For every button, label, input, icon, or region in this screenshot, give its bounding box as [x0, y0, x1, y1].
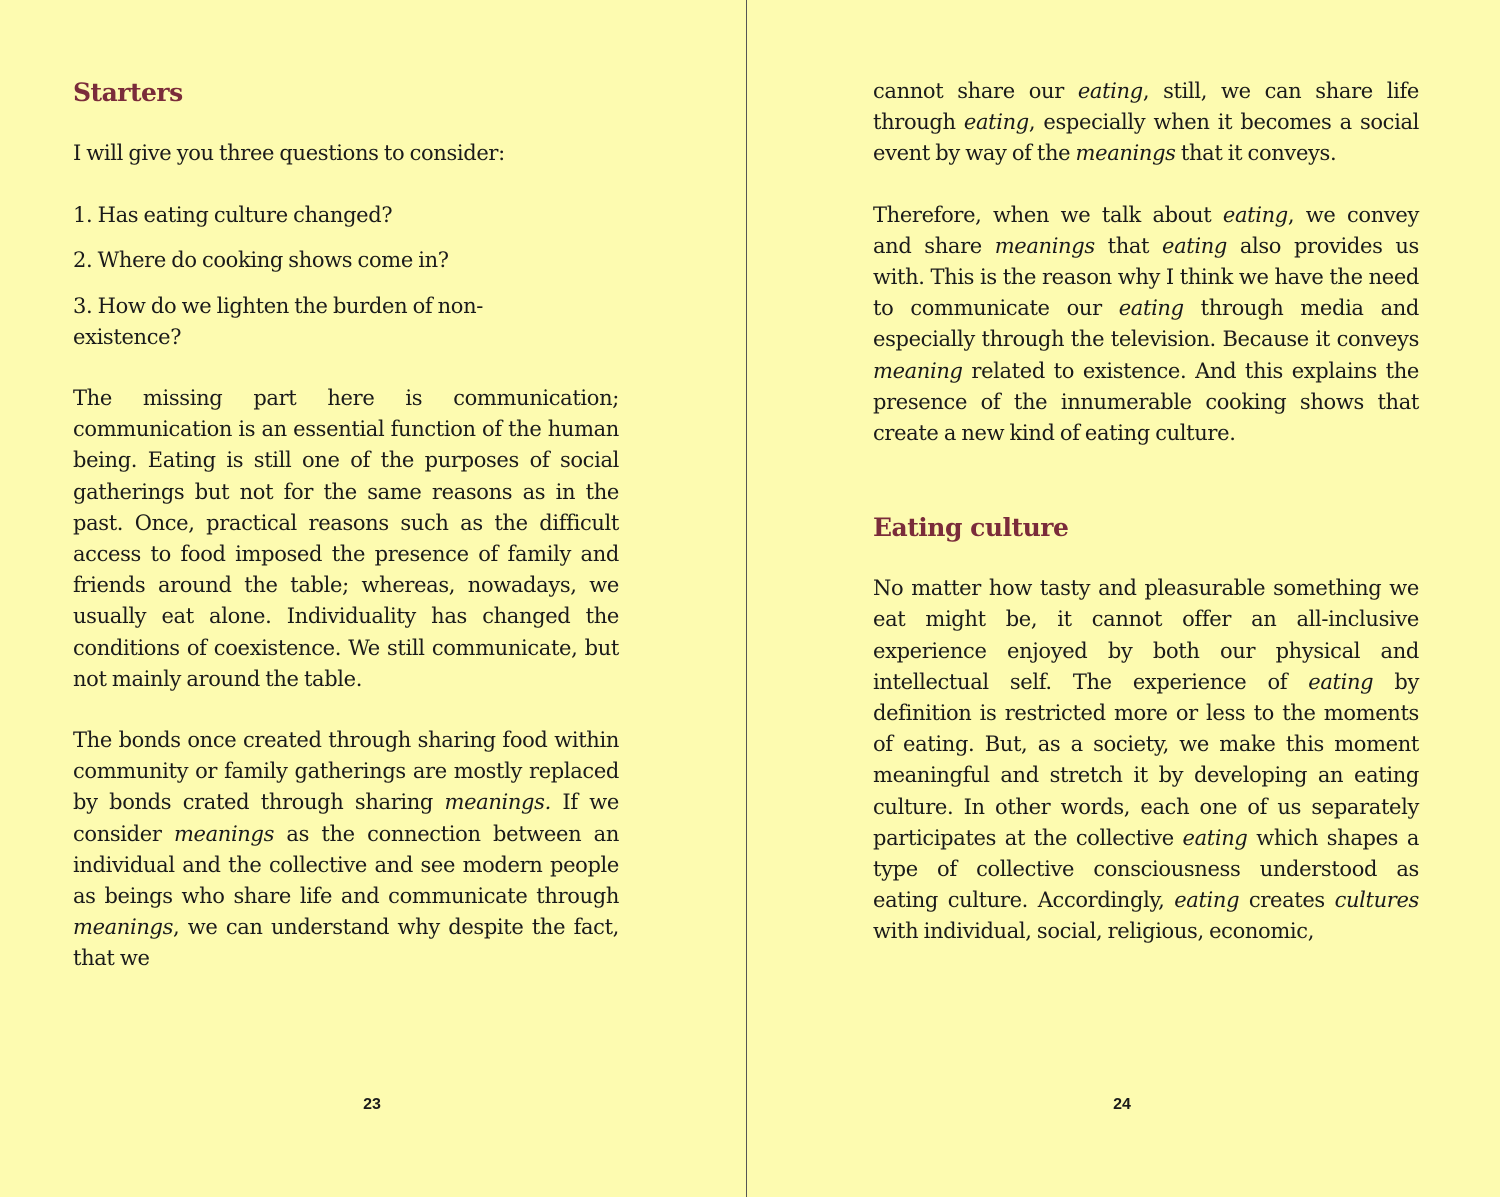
paragraph-eating-culture: No matter how tasty and pleasurable something we eat might be, it cannot offer an all-inclusive experience enjoyed by both our physical and intellectual self. The experience of eating by definition is restricted more or less to the moments of eating. But, as a society, we make this moment meaningful and stretch it by developing an eating culture. In other words, each one of us separately participates at the collective eating which shapes a type of collective consciousness understood as eating culture. Accordingly, eating creates cultures with individual, social, religious, economic, [873, 576, 1419, 944]
paragraph-bonds: The bonds once created through sharing food within community or family gatherings are mostly replaced by bonds crated through sharing meanings. If we consider meanings as the connection between an individual and the collective and see modern people as beings who share life and communicate through meanings, we can understand why despite the fact, that we [73, 728, 620, 971]
page-number: 23 [363, 1096, 381, 1113]
right-page [747, 0, 1500, 1197]
section-heading-starters: Starters [73, 78, 183, 107]
question-item: 1. Has eating culture changed? [73, 203, 393, 228]
question-item: 3. How do we lighten the burden of non-existence? [73, 293, 483, 349]
paragraph-missing-part: The missing part here is communication; communication is an essential function of the human being. Eating is still one of the purposes of social gatherings but not for the same reasons as in the past. Once, practical reasons such as the difficult access to food imposed the presence of family and friends around the table; whereas, nowadays, we usually eat alone. Individuality has changed the conditions of coexistence. We still communicate, but not mainly around the table. [73, 386, 619, 691]
paragraph-continued: cannot share our eating, still, we can share life through eating, especially when it becomes a social event by way of the meanings that it conveys. [873, 79, 1420, 166]
left-page [0, 0, 746, 1197]
paragraph-therefore: Therefore, when we talk about eating, we convey and share meanings that eating also provides us with. This is the reason why I think we have the need to communicate our eating through media and especially through the television. Because it conveys meaning related to existence. And this explains the presence of the innumerable cooking shows that create a new kind of eating culture. [873, 202, 1420, 446]
question-item: 2. Where do cooking shows come in? [73, 248, 449, 273]
intro-paragraph: I will give you three questions to consider: [73, 141, 505, 165]
page-number: 24 [1113, 1096, 1131, 1113]
right-text-column [873, 76, 1419, 948]
left-text-column [73, 76, 619, 975]
section-heading-eating-culture: Eating culture [873, 513, 1069, 543]
